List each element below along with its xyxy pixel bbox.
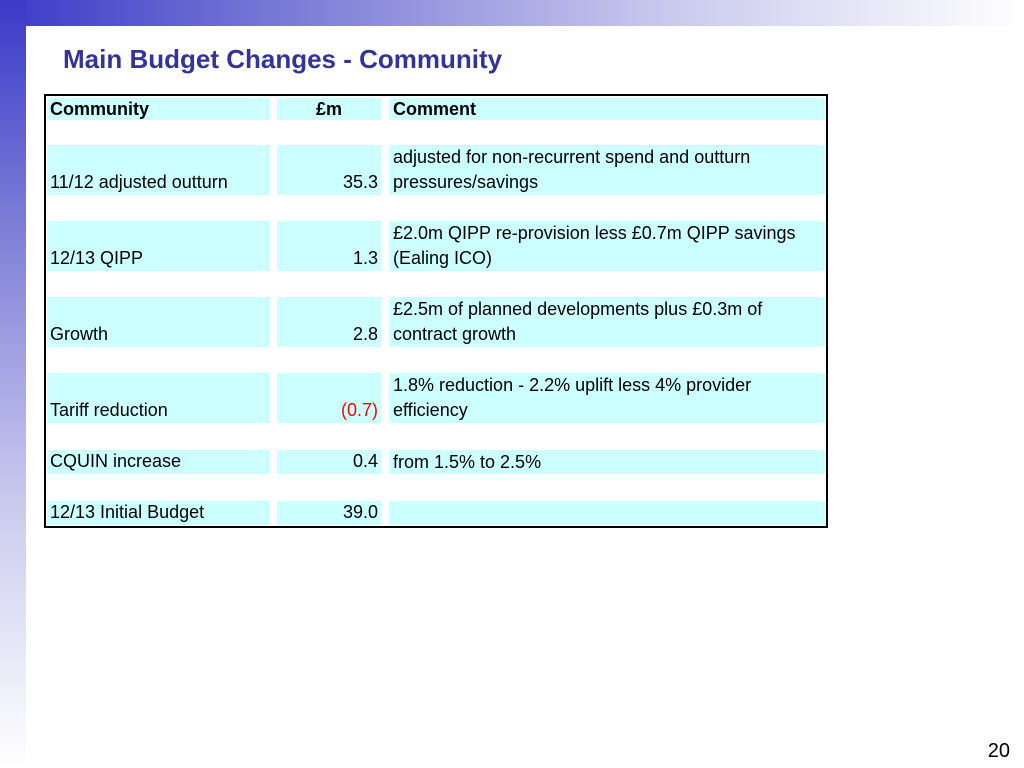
table-header-row bbox=[46, 98, 826, 120]
row-label: Tariff reduction bbox=[50, 400, 168, 420]
row-label: Growth bbox=[50, 324, 109, 344]
table-row bbox=[46, 501, 826, 525]
row-value: 35.3 bbox=[342, 172, 378, 192]
row-comment: £2.5m of planned developments plus £0.3m of contract growth bbox=[389, 297, 825, 347]
table-row bbox=[46, 450, 826, 474]
table-row bbox=[46, 373, 826, 423]
row-label: 11/12 adjusted outturn bbox=[50, 172, 228, 192]
row-comment: 1.8% reduction - 2.2% uplift less 4% provider efficiency bbox=[389, 373, 825, 423]
page-number: 20 bbox=[987, 740, 1010, 762]
table-row bbox=[46, 297, 826, 347]
row-comment: adjusted for non-recurrent spend and outturn pressures/savings bbox=[389, 145, 825, 195]
budget-table bbox=[44, 94, 828, 528]
row-value: 2.8 bbox=[352, 324, 378, 344]
top-gradient-bar bbox=[0, 0, 1024, 26]
header-community: Community bbox=[47, 98, 270, 120]
slide-title: Main Budget Changes - Community bbox=[63, 44, 503, 74]
row-comment: £2.0m QIPP re-provision less £0.7m QIPP savings (Ealing ICO) bbox=[389, 221, 825, 271]
row-value: 0.4 bbox=[352, 451, 378, 471]
row-value: 1.3 bbox=[352, 248, 378, 268]
row-comment bbox=[389, 501, 825, 525]
left-gradient-bar bbox=[0, 0, 26, 768]
row-value-negative: (0.7) bbox=[340, 400, 378, 420]
header-comment: Comment bbox=[389, 98, 825, 120]
row-label: 12/13 QIPP bbox=[50, 248, 144, 268]
header-amount: £m bbox=[277, 98, 381, 120]
row-label: 12/13 Initial Budget bbox=[50, 502, 205, 522]
row-value: 39.0 bbox=[342, 502, 378, 522]
row-comment: from 1.5% to 2.5% bbox=[389, 450, 825, 474]
table-row bbox=[46, 145, 826, 195]
row-label: CQUIN increase bbox=[50, 451, 182, 471]
table-row bbox=[46, 221, 826, 271]
